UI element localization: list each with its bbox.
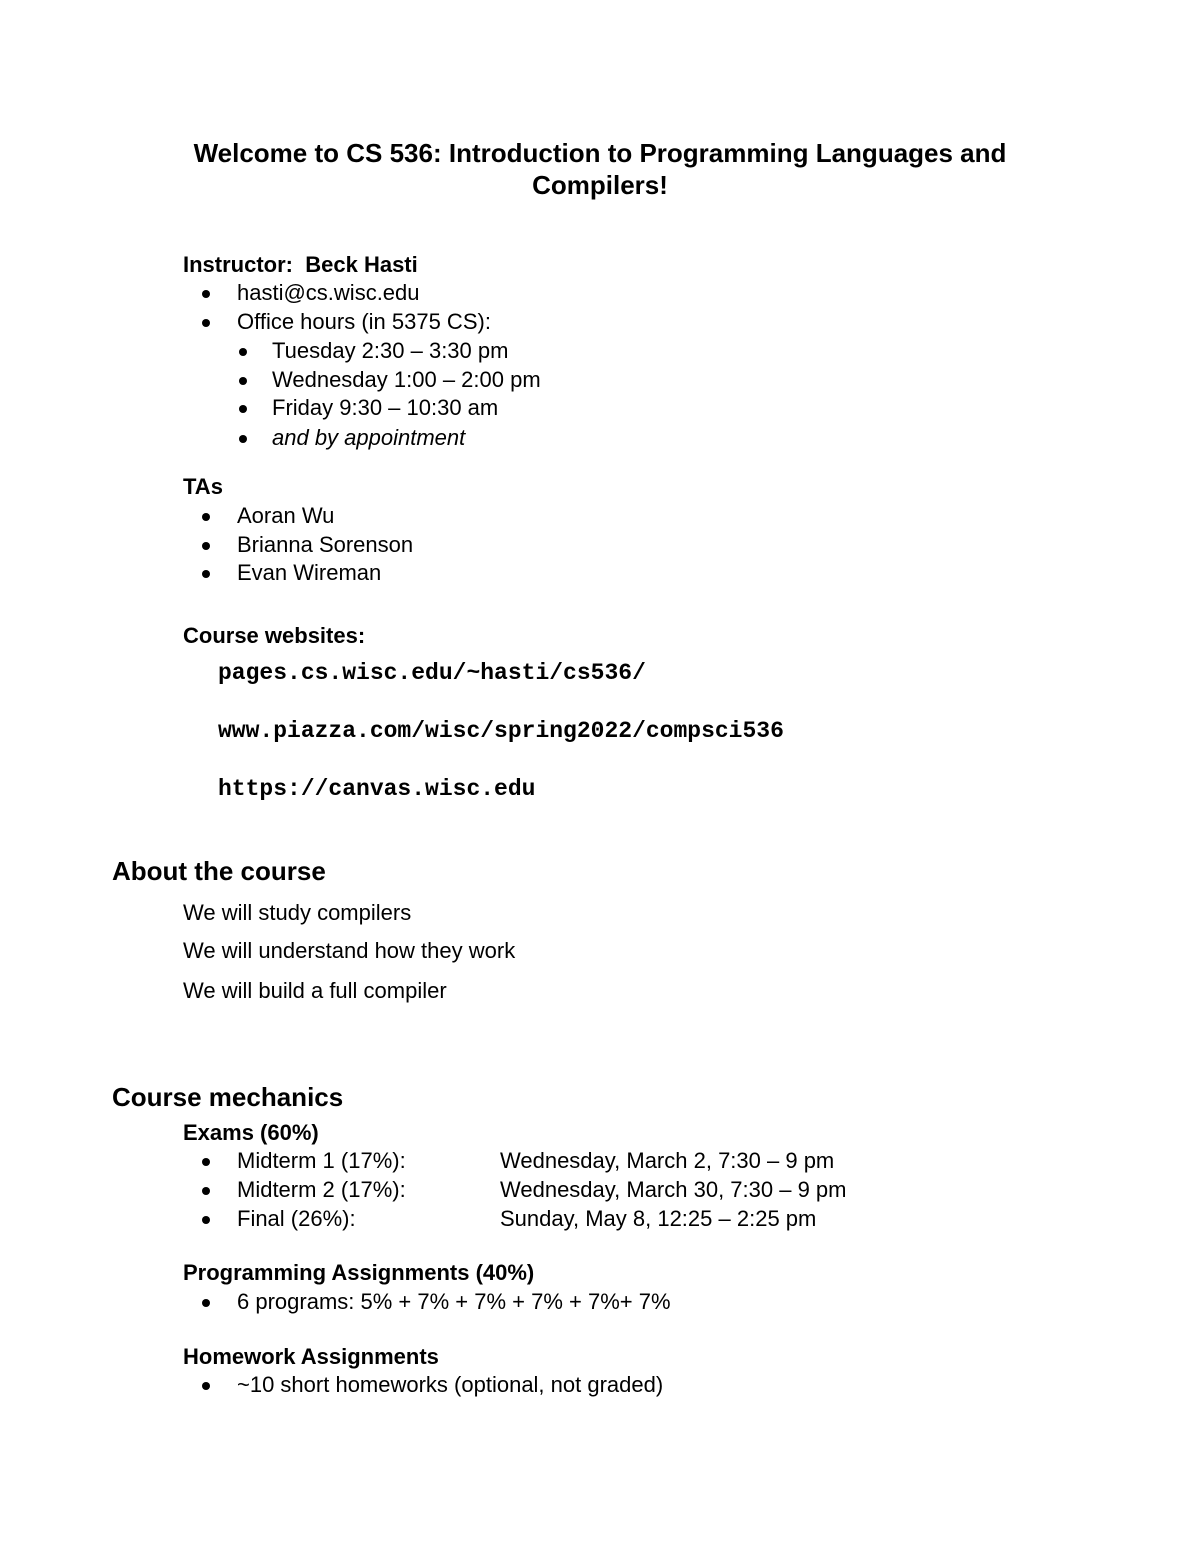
bullet-icon [202, 1216, 210, 1224]
bullet-icon [239, 435, 247, 443]
ta-name: Evan Wireman [237, 560, 382, 585]
bullet-icon [202, 570, 210, 578]
exam-date: Wednesday, March 30, 7:30 – 9 pm [500, 1177, 847, 1202]
bullet-icon [202, 1158, 210, 1166]
instructor-label: Instructor: [183, 252, 293, 277]
exam-name: Midterm 1 (17%): [237, 1148, 406, 1173]
about-line: We will study compilers [183, 900, 412, 925]
bullet-icon [202, 1382, 210, 1390]
bullet-icon [202, 1299, 210, 1307]
homework-text: ~10 short homeworks (optional, not graded) [237, 1372, 664, 1397]
page-title: Welcome to CS 536: Introduction to Programming Languages and [193, 138, 1007, 168]
website-link[interactable]: pages.cs.wisc.edu/~hasti/cs536/ [218, 660, 646, 686]
office-hours-text: and by appointment [272, 425, 466, 450]
mechanics-heading: Course mechanics [112, 1082, 344, 1112]
exam-name: Final (26%): [237, 1206, 356, 1231]
websites-heading: Course websites: [183, 623, 366, 648]
bullet-icon [239, 377, 247, 385]
bullet-icon [239, 405, 247, 413]
about-heading: About the course [112, 856, 326, 886]
homework-heading: Homework Assignments [183, 1344, 439, 1369]
ta-name: Brianna Sorenson [237, 532, 414, 557]
instructor-name: Beck Hasti [305, 252, 418, 277]
website-link[interactable]: https://canvas.wisc.edu [218, 776, 536, 802]
bullet-icon [239, 348, 247, 356]
bullet-icon [202, 290, 210, 298]
instructor-email: hasti@cs.wisc.edu [237, 280, 420, 305]
exams-heading: Exams (60%) [183, 1120, 319, 1145]
office-hours-label: Office hours (in 5375 CS): [237, 309, 491, 334]
instructor-heading [183, 252, 418, 278]
bullet-icon [202, 1187, 210, 1195]
office-hours-text: Wednesday 1:00 – 2:00 pm [272, 367, 541, 392]
office-hours-text: Friday 9:30 – 10:30 am [272, 395, 499, 420]
bullet-icon [202, 542, 210, 550]
exam-name: Midterm 2 (17%): [237, 1177, 406, 1202]
exam-date: Wednesday, March 2, 7:30 – 9 pm [500, 1148, 835, 1173]
exam-date: Sunday, May 8, 12:25 – 2:25 pm [500, 1206, 817, 1231]
about-line: We will understand how they work [183, 938, 516, 963]
page-title-line2: Compilers! [532, 170, 668, 200]
ta-name: Aoran Wu [237, 503, 335, 528]
tas-heading: TAs [183, 474, 223, 499]
office-hours-text: Tuesday 2:30 – 3:30 pm [272, 338, 509, 363]
website-link[interactable]: www.piazza.com/wisc/spring2022/compsci536 [218, 718, 784, 744]
programming-heading: Programming Assignments (40%) [183, 1260, 535, 1285]
programming-text: 6 programs: 5% + 7% + 7% + 7% + 7%+ 7% [237, 1289, 671, 1314]
bullet-icon [202, 513, 210, 521]
bullet-icon [202, 319, 210, 327]
about-line: We will build a full compiler [183, 978, 447, 1003]
